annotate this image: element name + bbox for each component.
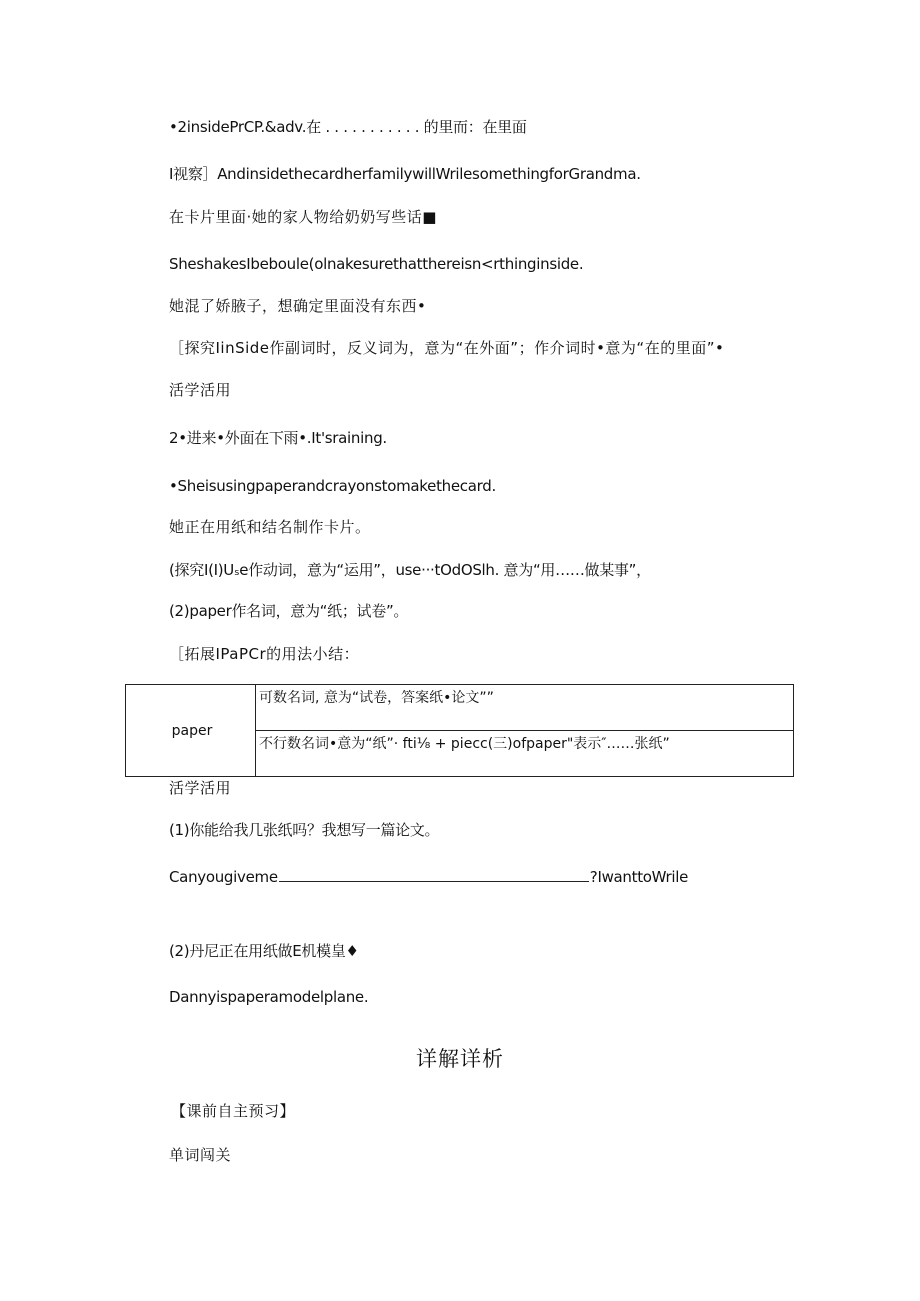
text-line-practice-heading-1: 活学活用 — [169, 381, 232, 399]
text-line-exercise-2-answer: Dannyispaperamodelplane. — [169, 988, 369, 1006]
text-line-inside-definition: •2insidePrCP.&adv.在 . . . . . . . . . . . 的里而：在里面 — [169, 118, 527, 136]
section-title: 详解详析 — [416, 1047, 504, 1071]
text-line-exercise-1-answer — [169, 867, 688, 887]
text-line-exercise-2: 2•进来•外面在下雨•.It'sraining. — [169, 429, 387, 447]
text-line-practice-heading-2: 活学活用 — [169, 779, 232, 797]
answer-blank — [279, 867, 589, 882]
text-line-paper-translation: 她正在用纸和结名制作卡片。 — [169, 518, 371, 536]
text-line-explore-use: (探究I(I)Uₛe作动词，意为“运用”，use···tOdOSlh. 意为“用……做某事”， — [169, 561, 651, 579]
table-term-cell: paper — [126, 685, 256, 777]
table-definition-uncountable: 不行数名词•意为“纸”· fti⅛ + piecc(三)ofpaper"表示″……张纸” — [256, 731, 794, 777]
subsection-preview-heading: 【课前自主预习】 — [171, 1102, 296, 1120]
text-line-exercise-1-prompt: (1)你能给我几张纸吗？我想写一篇论文。 — [169, 821, 440, 839]
answer-suffix: ?IwanttoWrile — [589, 868, 689, 886]
table-definition-countable: 可数名词, 意为“试卷，答案纸•论文”” — [256, 685, 794, 731]
text-line-paper-example: •Sheisusingpaperandcrayonstomakethecard. — [169, 477, 496, 495]
text-line-translation-1: 在卡片里面·她的家人物给奶奶写些话■ — [169, 208, 437, 226]
text-line-translation-2: 她混了娇腋子，想确定里面没有东西• — [169, 297, 427, 315]
text-line-observe-example: I视察］AndinsidethecardherfamilywillWrilesomethingforGrandma. — [169, 165, 641, 183]
subsection-vocab-heading: 单词闯关 — [169, 1146, 232, 1164]
text-line-explore-inside: ［探究IinSide作副词时，反义词为，意为“在外面”；作介词时•意为“在的里面”• — [169, 339, 725, 357]
text-line-exercise-2-prompt: (2)丹尼正在用纸做E机模皇♦ — [169, 942, 359, 960]
text-line-paper-noun: (2)paper作名词，意为“纸；试卷”。 — [169, 602, 409, 620]
text-line-example-2: SheshakesIbeboule(olnakesurethatthereisn<rthinginside. — [169, 255, 584, 273]
text-line-extend-paper: ［拓展IPaPCr的用法小结： — [169, 645, 360, 663]
answer-prefix: Canyougiveme — [169, 868, 278, 886]
table-row — [126, 685, 794, 731]
paper-usage-table — [125, 684, 794, 777]
